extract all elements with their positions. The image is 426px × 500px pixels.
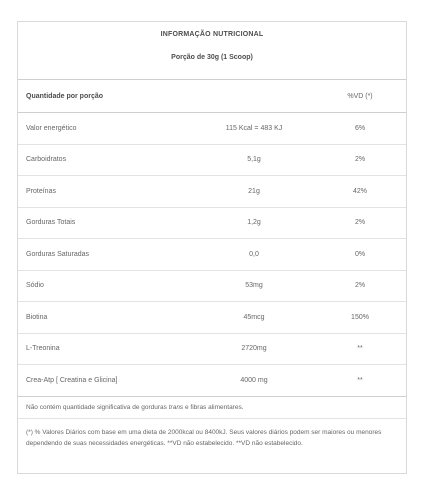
nutrient-name: Biotina: [18, 302, 194, 334]
nutrient-name: Crea-Atp [ Creatina e Glicina]: [18, 365, 194, 397]
footnote-text: Não contém quantidade significativa de gorduras: [26, 403, 169, 411]
column-header-quantity: Quantidade por porção: [18, 80, 194, 113]
nutrient-name: Proteínas: [18, 176, 194, 208]
nutrient-vd: 2%: [314, 270, 406, 302]
nutrient-vd: 0%: [314, 239, 406, 271]
nutrient-amount: 1,2g: [194, 207, 314, 239]
nutrient-amount: 0,0: [194, 239, 314, 271]
footnote-daily-values: (*) % Valores Diários com base em uma dieta de 2000kcal ou 8400kJ. Seus valores diários podem ser maiores ou menores dependendo de suas necessidades energéticas. **VD não estabelecido. **VD não estabelecido.: [26, 428, 382, 447]
nutrient-vd: **: [314, 365, 406, 397]
nutrient-name: Valor energético: [18, 113, 194, 145]
nutrition-title: INFORMAÇÃO NUTRICIONAL: [160, 31, 264, 38]
nutrient-vd: 42%: [314, 176, 406, 208]
portion-size: Porção de 30g (1 Scoop): [171, 54, 253, 61]
nutrient-vd: **: [314, 333, 406, 365]
nutrient-amount: 4000 mg: [194, 365, 314, 397]
table-row: [18, 333, 406, 365]
nutrient-amount: 2720mg: [194, 333, 314, 365]
table-row: [18, 239, 406, 271]
nutrition-header: [18, 22, 406, 80]
nutrient-amount: 5,1g: [194, 144, 314, 176]
nutrient-name: Gorduras Totais: [18, 207, 194, 239]
footnote-text: e fibras alimentares.: [183, 403, 244, 411]
nutrient-amount: 21g: [194, 176, 314, 208]
table-header-row: [18, 80, 406, 113]
table-row: [18, 302, 406, 334]
nutrient-name: Gorduras Saturadas: [18, 239, 194, 271]
nutrient-name: Carboidratos: [18, 144, 194, 176]
table-row: [18, 144, 406, 176]
table-row: [18, 270, 406, 302]
nutrition-table: [18, 80, 406, 397]
nutrient-vd: 6%: [314, 113, 406, 145]
nutrient-vd: 2%: [314, 144, 406, 176]
nutrient-vd: 2%: [314, 207, 406, 239]
table-row: [18, 207, 406, 239]
footnote-trans-fat: [18, 397, 406, 419]
nutrient-amount: 53mg: [194, 270, 314, 302]
nutrient-name: L-Treonina: [18, 333, 194, 365]
nutrient-amount: 45mcg: [194, 302, 314, 334]
table-row: [18, 113, 406, 145]
nutrient-name: Sódio: [18, 270, 194, 302]
footnote-italic-text: trans: [168, 403, 184, 411]
column-header-amount: [194, 80, 314, 113]
table-row: [18, 176, 406, 208]
table-row: [18, 365, 406, 397]
nutrition-facts-panel: [17, 21, 407, 474]
nutrient-amount: 115 Kcal = 483 KJ: [194, 113, 314, 145]
column-header-vd: %VD (*): [314, 80, 406, 113]
nutrient-vd: 150%: [314, 302, 406, 334]
